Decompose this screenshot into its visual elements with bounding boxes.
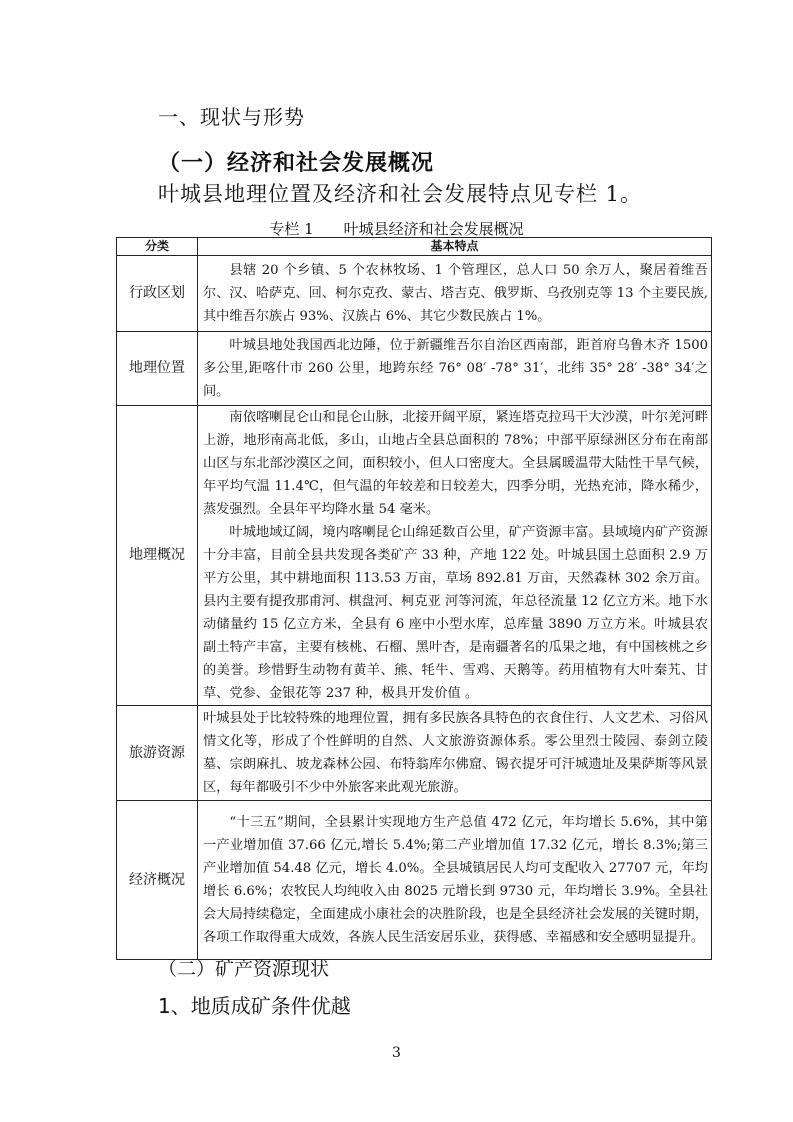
section-heading: 一、现状与形势 bbox=[158, 105, 305, 129]
row-description bbox=[198, 706, 712, 801]
paragraph: “十三五”期间，全县累计实现地方生产总值 472 亿元，年均增长 5.6%，其中第一产业增加值 37.66 亿元,增长 5.4%;第二产业增加值 17.32 亿元，增长 8.3%;第三产业增加值 54.48 亿元，增长 4.0%。全县城镇居民人均可支配收入 27707 元，年均增长 6.6%；农牧民人均纯收入由 8025 元增长到 9730 元，年均增长 3.9%。全县社会大局持续稳定，全面建成小康社会的决胜阶段，也是全县经济社会发展的关键时期，各项工作取得重大成效，各族人民生活安居乐业，获得感、幸福感和安全感明显提升。 bbox=[203, 815, 708, 945]
table-header-row bbox=[117, 238, 712, 256]
row-description bbox=[198, 256, 712, 332]
page-number: 3 bbox=[392, 1045, 401, 1061]
row-description bbox=[198, 801, 712, 960]
header-features: 基本特点 bbox=[198, 238, 712, 256]
table-row bbox=[117, 706, 712, 801]
subsection-heading-2: （二）矿产资源现状 bbox=[158, 958, 330, 980]
paragraph: 叶城县地处我国西北边陲，位于新疆维吾尔自治区西南部，距首府乌鲁木齐 1500 多公里,距喀什市 260 公里，地跨东经 76° 08′ -78° 31′，北纬 35° 28′ -38° 34′之间。 bbox=[203, 338, 708, 399]
row-category: 行政区划 bbox=[117, 256, 198, 332]
row-category: 经济概况 bbox=[117, 801, 198, 960]
table-row bbox=[117, 801, 712, 960]
paragraph: 南依喀喇昆仑山和昆仑山脉，北接开阔平原，紧连塔克拉玛干大沙漠，叶尔羌河畔上游，地形南高北低，多山，山地占全县总面积的 78%；中部平原绿洲区分布在南部山区与东北部沙漠区之间，面积较小，但人口密度大。全县属暖温带大陆性干旱气候，年平均气温 11.4℃，但气温的年较差和日较差大，四季分明，光热充沛，降水稀少，蒸发强烈。全县年平均降水量 54 毫米。 bbox=[203, 410, 708, 517]
paragraph: 县辖 20 个乡镇、5 个农林牧场、1 个管理区，总人口 50 余万人，聚居着维吾尔、汉、哈萨克、回、柯尔克孜、蒙古、塔吉克、俄罗斯、乌孜别克等 13 个主要民族,其中维吾尔族占 93%、汉族占 6%、其它少数民族占 1%。 bbox=[203, 263, 708, 324]
row-category: 旅游资源 bbox=[117, 706, 198, 801]
row-category: 地理概况 bbox=[117, 406, 198, 706]
table-row bbox=[117, 256, 712, 332]
table-caption: 专栏 1 叶城县经济和社会发展概况 bbox=[269, 220, 524, 238]
lead-paragraph: 叶城县地理位置及经济和社会发展特点见专栏 1。 bbox=[158, 182, 643, 206]
paragraph: 叶城地域辽阔，境内喀喇昆仑山绵延数百公里，矿产资源丰富。县域境内矿产资源十分丰富，目前全县共发现各类矿产 33 种，产地 122 处。叶城县国土总面积 2.9 万平方公里，其中耕地面积 113.53 万亩，草场 892.81 万亩，天然森林 302 余万亩。县内主要有提孜那甫河、棋盘河、柯克亚 河等河流，年总径流量 12 亿立方米。地下水动储量约 15 亿立方米，全县有 6 座中小型水库，总库量 3890 万立方米。叶城县农副土特产丰富，主要有核桃、石榴、黑叶杏，是南疆著名的瓜果之地，有中国核桃之乡的美誉。珍惜野生动物有黄羊、熊、牦牛、雪鸡、天鹅等。药用植物有大叶秦艽、甘草、党参、金银花等 237 种，极具开发价值 。 bbox=[203, 525, 708, 701]
row-category: 地理位置 bbox=[117, 332, 198, 406]
overview-table bbox=[116, 237, 712, 960]
item-heading: 1、地质成矿条件优越 bbox=[158, 994, 351, 1018]
subsection-heading: （一）经济和社会发展概况 bbox=[158, 151, 435, 176]
paragraph: 叶城县处于比较特殊的地理位置，拥有多民族各具特色的衣食住行、人文艺术、习俗风情文化等，形成了个性鲜明的自然、人文旅游资源体系。零公里烈士陵园、泰剑立陵墓、宗朗麻扎、坡龙森林公园、布特翁库尔佛窟、锡衣提牙可汗城遗址及果萨斯等风景区，每年都吸引不少中外旅客来此观光旅游。 bbox=[203, 711, 708, 795]
table-row bbox=[117, 406, 712, 706]
header-category: 分类 bbox=[117, 238, 198, 256]
table-row bbox=[117, 332, 712, 406]
row-description bbox=[198, 406, 712, 706]
row-description bbox=[198, 332, 712, 406]
